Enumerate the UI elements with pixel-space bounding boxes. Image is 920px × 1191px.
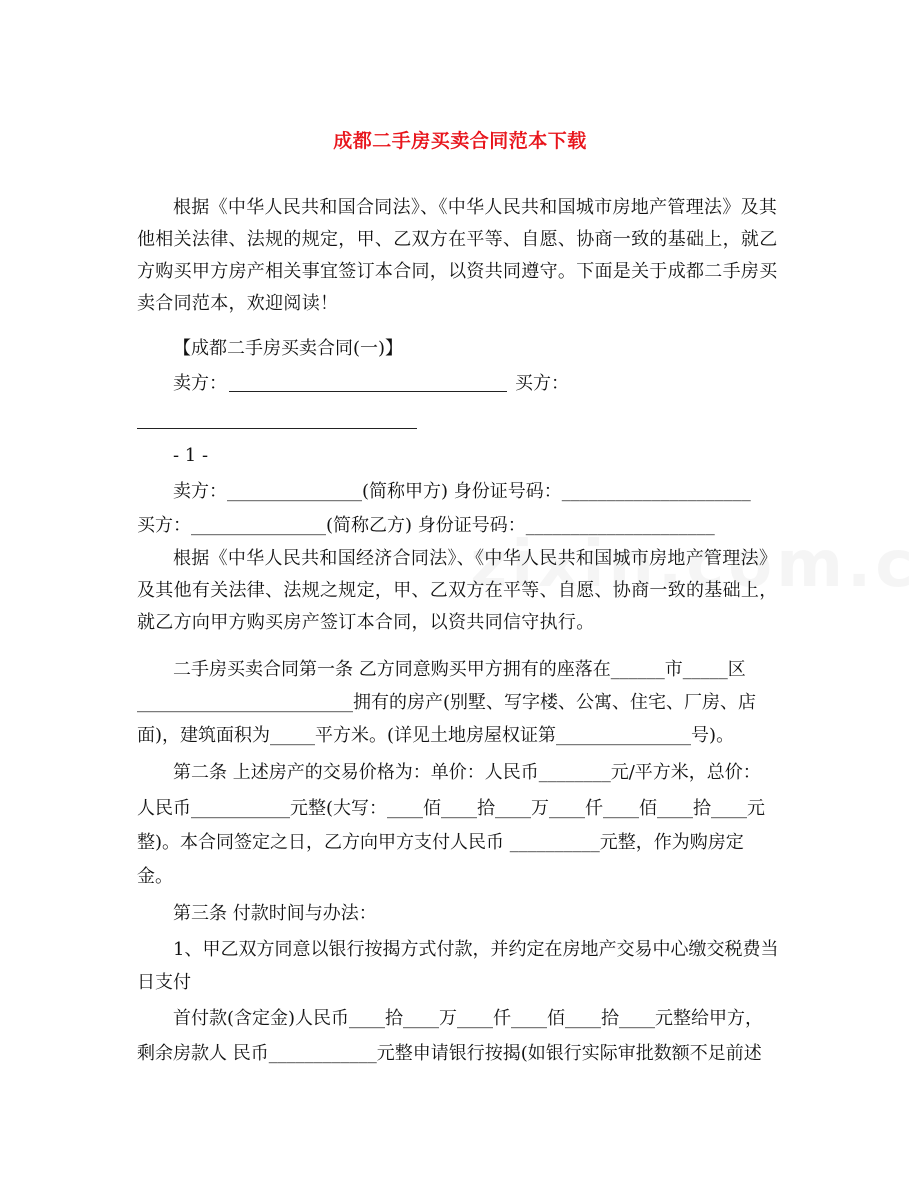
seller-info-line: 卖方：_______________(简称甲方) 身份证号码：_____________________ — [173, 481, 751, 502]
article3-heading: 第三条 付款时间与办法： — [173, 903, 377, 924]
article2-line1: 第二条 上述房产的交易价格为：单价：人民币________元/平方米，总价： — [173, 762, 761, 783]
intro-paragraph: 根据《中华人民共和国合同法》、《中华人民共和国城市房地产管理法》及其他相关法律、法规的规定，甲、乙双方在平等、自愿、协商一致的基础上，就乙方购买甲方房产相关事宜签订本合同，以资共同遵守。下面是关于成都二手房买卖合同范本，欢迎阅读！ — [137, 197, 778, 314]
article2-line3: 整)。本合同签定之日，乙方向甲方支付人民币 __________元整，作为购房定 — [137, 832, 744, 853]
article1-line1: 二手房买卖合同第一条 乙方同意购买甲方拥有的座落在______市_____区 — [173, 659, 746, 680]
article1-line2: ________________________拥有的房产(别墅、写字楼、公寓、住宅、厂房、店 — [137, 692, 757, 713]
article3-item1-line1: 1、甲乙双方同意以银行按揭方式付款，并约定在房地产交易中心缴交税费当 — [173, 939, 779, 960]
article2-line2: 人民币___________元整(大写：____佰____拾____万____仟____佰____拾____元 — [137, 798, 766, 819]
page-marker: - 1 - — [173, 445, 209, 466]
article3-item1-line2: 日支付 — [137, 972, 191, 993]
article2-line4: 金。 — [137, 866, 173, 887]
article1-line3: 面)，建筑面积为_____平方米。(详见土地房屋权证第_______________号)。 — [137, 725, 735, 746]
seller-blank-line — [229, 391, 507, 392]
down-payment-line1: 首付款(含定金)人民币____拾____万____仟____佰____拾____元整给甲方， — [173, 1008, 764, 1029]
basis-paragraph: 根据《中华人民共和国经济合同法》、《中华人民共和国城市房地产管理法》及其他有关法律、法规之规定，甲、乙双方在平等、自愿、协商一致的基础上，就乙方向甲方购买房产签订本合同，以资共同信守执行。 — [137, 548, 778, 633]
buyer-blank-line — [137, 428, 417, 429]
document-title: 成都二手房买卖合同范本下载 — [333, 130, 587, 152]
section-heading: 【成都二手房买卖合同(一)】 — [173, 338, 404, 359]
down-payment-line2: 剩余房款人 民币____________元整申请银行按揭(如银行实际审批数额不足前述 — [137, 1043, 762, 1064]
buyer-info-line: 买方：_______________(简称乙方) 身份证号码：_____________________ — [137, 515, 715, 536]
buyer-label: 买方： — [515, 373, 569, 394]
seller-label: 卖方： — [173, 373, 227, 394]
